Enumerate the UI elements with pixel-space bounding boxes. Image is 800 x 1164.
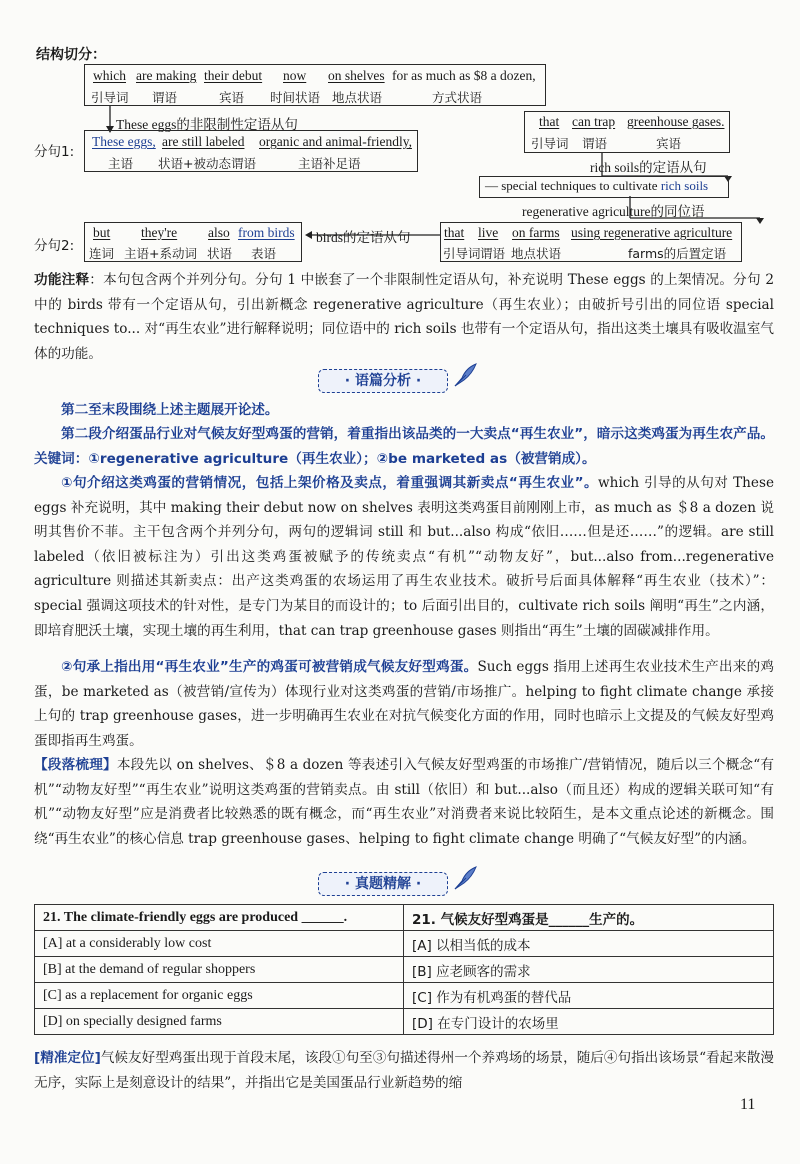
- question-stem-en: 21. The climate-friendly eggs are produced ______.: [35, 905, 404, 931]
- top-word: which: [93, 68, 126, 83]
- option-a-en: [A] at a considerably low cost: [35, 931, 404, 957]
- clause1-role: 主语补足语: [298, 156, 361, 171]
- right-top-word: that: [539, 114, 560, 129]
- clause2-label: 分句2:: [34, 238, 75, 254]
- precise-location-paragraph: [精准定位]气候友好型鸡蛋出现于首段末尾，该段①句至③句描述得州一个养鸡场的场景，随后④句指出该场景“看起来散漫无序，实际上是刻意设计的结果”，并指出它是美国蛋品行业新趋势的缩: [34, 1050, 774, 1091]
- right-bottom-word: that: [444, 225, 465, 240]
- function-note-text: ：本句包含两个并列分句。分句 1 中嵌套了一个非限制性定语从句，补充说明 These eggs 的上架情况。分句 2 中的 birds 带有一个定语从句，引出新概念 regenerative agriculture（再生农业）；由破折号引出的同位语 special techniques to... 对“再生农业”进行解释说明；同位语中的 rich soils 也带有一个定语从句，指出这类土壤具有吸收温室气体的功能。: [34, 272, 774, 362]
- clause2-role: 主语+系动词: [124, 246, 197, 261]
- option-row: [35, 1009, 774, 1035]
- function-note-paragraph: [34, 268, 774, 366]
- top-word: on shelves: [328, 68, 385, 83]
- sentence-two-analysis: ②句承上指出用“再生农业”生产的鸡蛋可被营销成气候友好型鸡蛋。Such eggs 指用上述再生农业技术生产出来的鸡蛋，be marketed as（被营销/宣传为）体现行业对这类鸡蛋的营销/市场推广。helping to fight climate change 承接上句的 trap greenhouse gases，进一步明确再生农业在对抗气候变化方面的作用，同时也暗示上文提及的气候友好型鸡蛋即指再生鸡蛋。: [34, 659, 774, 749]
- clause2-role: 表语: [251, 246, 277, 261]
- quill-icon: [452, 362, 478, 388]
- right-bottom-role: 引导词: [443, 246, 481, 261]
- option-row: [35, 983, 774, 1009]
- clause1-role: 主语: [108, 156, 134, 171]
- top-role: 地点状语: [332, 90, 383, 105]
- function-note-head: 功能注释: [34, 272, 90, 288]
- top-role: 时间状语: [270, 90, 321, 105]
- option-a-zh: [A] 以相当低的成本: [404, 931, 774, 957]
- option-b-zh: [B] 应老顾客的需求: [404, 957, 774, 983]
- right-top-role: 引导词: [531, 136, 569, 151]
- section-banner-solution: · 真题精解 ·: [318, 872, 448, 896]
- clause1-role: 状语+被动态谓语: [158, 156, 256, 171]
- label-rich-soils: rich soils的定语从句: [590, 160, 707, 175]
- right-top-role: 宾语: [656, 136, 682, 151]
- label-top-clause: These eggs的非限制性定语从句: [116, 117, 298, 132]
- paragraph-summary: 【段落梳理】本段先以 on shelves、＄8 a dozen 等表述引入气候友好型鸡蛋的市场推广/营销情况，随后以三个概念“有机”“动物友好型”“再生农业”说明这类鸡蛋的营销卖点。由 still（依旧）和 but...also（而且还）构成的逻辑关联可知“有机”“动物友好型”应是消费者比较熟悉的既有概念，而“再生农业”对消费者来说比较陌生，是本文重点论述的新概念。围绕“再生农业”的核心信息 trap greenhouse gases、helping to fight climate change 明确了“气候友好型”的内涵。: [34, 757, 774, 847]
- label-birds: birds的定语从句: [316, 230, 411, 245]
- option-c-en: [C] as a replacement for organic eggs: [35, 983, 404, 1009]
- label-appositive: regenerative agriculture的同位语: [522, 204, 705, 219]
- option-d-en: [D] on specially designed farms: [35, 1009, 404, 1035]
- question-table: [34, 904, 774, 1035]
- top-word: now: [283, 68, 307, 83]
- top-word: for as much as $8 a dozen,: [392, 68, 536, 83]
- clause1-word: These eggs,: [92, 134, 156, 149]
- clause1-label: 分句1:: [34, 144, 75, 160]
- right-bottom-word: live: [478, 225, 499, 240]
- top-role: 方式状语: [432, 90, 483, 105]
- right-bottom-role: 地点状语: [511, 246, 562, 261]
- option-row: [35, 957, 774, 983]
- right-top-word: can trap: [572, 114, 616, 129]
- quill-icon: [452, 865, 478, 891]
- clause2-word: but: [93, 225, 111, 240]
- clause1-word: are still labeled: [162, 134, 245, 149]
- appositive-text: — special techniques to cultivate rich soils: [485, 178, 709, 193]
- appositive-highlight: rich soils: [660, 178, 709, 193]
- option-b-en: [B] at the demand of regular shoppers: [35, 957, 404, 983]
- right-bottom-role: 谓语: [480, 246, 506, 261]
- clause2-word: they're: [141, 225, 178, 240]
- page-number: 11: [740, 1096, 756, 1113]
- top-word: their debut: [204, 68, 263, 83]
- right-top-word: greenhouse gases.: [627, 114, 725, 129]
- right-top-role: 谓语: [582, 136, 608, 151]
- top-role: 宾语: [219, 90, 245, 105]
- structure-title: 结构切分：: [36, 47, 106, 63]
- question-stem-zh: 21. 气候友好型鸡蛋是______生产的。: [404, 905, 774, 931]
- summary-line: 第二至末段围绕上述主题展开论述。: [61, 402, 279, 418]
- paragraph-two-intro: 第二段介绍蛋品行业对气候友好型鸡蛋的营销，着重指出该品类的一大卖点“再生农业”，暗示这类鸡蛋为再生农产品。关键词：①regenerative agriculture（再生农业）；②be marketed as（被营销成）。: [34, 426, 774, 467]
- top-role: 引导词: [91, 90, 129, 105]
- section-banner-analysis: · 语篇分析 ·: [318, 369, 448, 393]
- clause2-role: 连词: [89, 246, 115, 261]
- top-role: 谓语: [152, 90, 178, 105]
- clause2-word: also: [208, 225, 230, 240]
- clause2-role: 状语: [207, 246, 233, 261]
- option-c-zh: [C] 作为有机鸡蛋的替代品: [404, 983, 774, 1009]
- option-row: [35, 931, 774, 957]
- right-bottom-word: using regenerative agriculture: [571, 225, 733, 240]
- top-word: are making: [136, 68, 197, 83]
- clause2-word: from birds: [238, 225, 295, 240]
- option-d-zh: [D] 在专门设计的农场里: [404, 1009, 774, 1035]
- question-stem-row: [35, 905, 774, 931]
- sentence-one-analysis: ①句介绍这类鸡蛋的营销情况，包括上架价格及卖点，着重强调其新卖点“再生农业”。which 引导的从句对 These eggs 补充说明，其中 making their debut now on shelves 表明这类鸡蛋目前刚刚上市，as much as ＄8 a dozen 说明其售价不菲。主干包含两个并列分句，两句的逻辑词 still 和 but...also 构成“依旧……但是还……”的逻辑。are still labeled（依旧被标注为）引出这类鸡蛋被赋予的传统卖点“有机”“动物友好”，but...also from...regenerative agriculture 则描述其新卖点：出产这类鸡蛋的农场运用了再生农业技术。破折号后面具体解释“再生农业（技术）”：special 强调这项技术的针对性，是专门为某目的而设计的；to 后面引出目的，cultivate rich soils 阐明“再生”之内涵，即培育肥沃土壤，实现土壤的再生利用，that can trap greenhouse gases 则指出“再生”土壤的固碳减排作用。: [34, 475, 774, 639]
- right-bottom-role: farms的后置定语: [628, 246, 727, 261]
- clause1-word: organic and animal-friendly,: [259, 134, 412, 149]
- right-bottom-word: on farms: [512, 225, 560, 240]
